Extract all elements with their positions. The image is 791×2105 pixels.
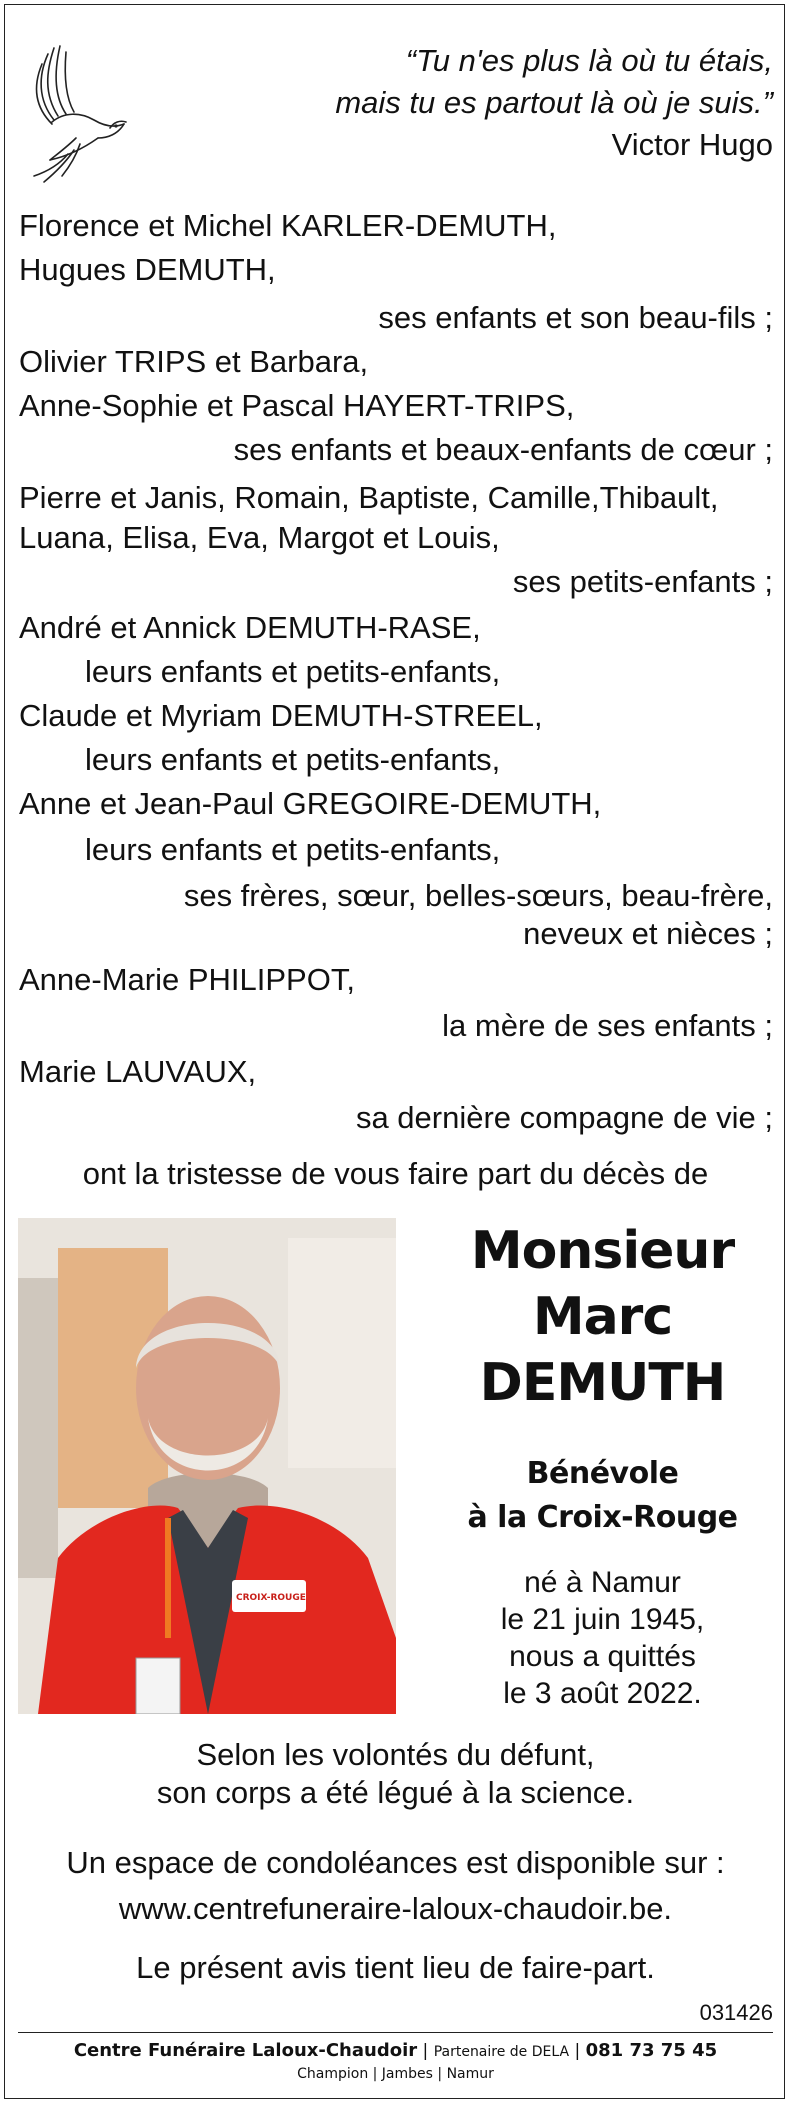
- family-line: ses enfants et beaux-enfants de cœur ;: [233, 432, 773, 467]
- deceased-first-name: Marc: [532, 1287, 673, 1347]
- quote-author: Victor Hugo: [611, 127, 773, 162]
- family-line: Florence et Michel KARLER-DEMUTH,: [19, 208, 557, 243]
- quote-line-2: mais tu es partout là où je suis.”: [335, 85, 773, 120]
- family-line: André et Annick DEMUTH-RASE,: [19, 610, 481, 645]
- family-line: Hugues DEMUTH,: [19, 252, 276, 287]
- family-line: neveux et nièces ;: [523, 916, 773, 951]
- wishes-block: [0, 1736, 791, 1812]
- condolences-url[interactable]: www.centrefuneraire-laloux-chaudoir.be.: [118, 1891, 673, 1926]
- family-line: Anne et Jean-Paul GREGOIRE-DEMUTH,: [19, 786, 602, 821]
- wishes-line-2: son corps a été légué à la science.: [156, 1775, 635, 1810]
- footer-locations: Champion | Jambes | Namur: [297, 2066, 494, 2082]
- deceased-dates-block: [430, 1564, 775, 1712]
- footer: Centre Funéraire Laloux-Chaudoir | Partenaire de DELA | 081 73 75 45 Champion | Jambes | Namur: [0, 2040, 791, 2085]
- family-line: Anne-Marie PHILIPPOT,: [19, 962, 355, 997]
- family-line: Luana, Elisa, Eva, Margot et Louis,: [19, 520, 500, 555]
- condolences-block: [0, 1840, 791, 1932]
- birth-date: le 21 juin 1945,: [500, 1603, 705, 1636]
- deceased-role-line-1: Bénévole: [526, 1456, 679, 1491]
- birth-place: né à Namur: [524, 1566, 681, 1599]
- dove-icon: [24, 42, 132, 184]
- footer-divider: [18, 2032, 773, 2033]
- deceased-title: Monsieur: [470, 1221, 735, 1281]
- family-line: ses petits-enfants ;: [512, 564, 773, 599]
- deceased-last-name: DEMUTH: [479, 1353, 726, 1413]
- footer-company: Centre Funéraire Laloux-Chaudoir: [73, 2040, 418, 2061]
- quote-line-1: “Tu n'es plus là où tu étais,: [405, 43, 773, 78]
- wishes-line-1: Selon les volontés du défunt,: [196, 1737, 595, 1772]
- portrait-photo: [18, 1218, 396, 1714]
- family-line: leurs enfants et petits-enfants,: [85, 832, 501, 867]
- family-line: Olivier TRIPS et Barbara,: [19, 344, 369, 379]
- portrait-illustration: [18, 1218, 396, 1714]
- family-line: Anne-Sophie et Pascal HAYERT-TRIPS,: [19, 388, 575, 423]
- footer-partner: Partenaire de DELA: [433, 2044, 570, 2060]
- family-line: leurs enfants et petits-enfants,: [85, 742, 501, 777]
- deceased-name-block: [430, 1218, 775, 1416]
- departure-text: nous a quittés: [509, 1640, 696, 1673]
- footer-phone[interactable]: 081 73 75 45: [585, 2040, 718, 2061]
- announcement-text: ont la tristesse de vous faire part du décès de: [82, 1156, 709, 1191]
- family-line: ses frères, sœur, belles-sœurs, beau-frère,: [183, 878, 773, 913]
- badge-label: CROIX-ROUGE: [236, 1593, 306, 1603]
- death-date: le 3 août 2022.: [503, 1677, 702, 1710]
- notice-text: Le présent avis tient lieu de faire-part.: [136, 1950, 655, 1985]
- family-line: leurs enfants et petits-enfants,: [85, 654, 501, 689]
- deceased-role-line-2: à la Croix-Rouge: [467, 1500, 738, 1535]
- family-line: Pierre et Janis, Romain, Baptiste, Camille,Thibault,: [19, 480, 719, 515]
- family-line: Marie LAUVAUX,: [19, 1054, 257, 1089]
- deceased-role-block: [430, 1452, 775, 1540]
- family-line: ses enfants et son beau-fils ;: [378, 300, 773, 335]
- family-line: la mère de ses enfants ;: [442, 1008, 773, 1043]
- family-line: Claude et Myriam DEMUTH-STREEL,: [19, 698, 543, 733]
- reference-number: 031426: [699, 2000, 773, 2025]
- condolences-line: Un espace de condoléances est disponible sur :: [66, 1845, 725, 1880]
- quote-block: [335, 40, 773, 166]
- family-line: sa dernière compagne de vie ;: [355, 1100, 773, 1135]
